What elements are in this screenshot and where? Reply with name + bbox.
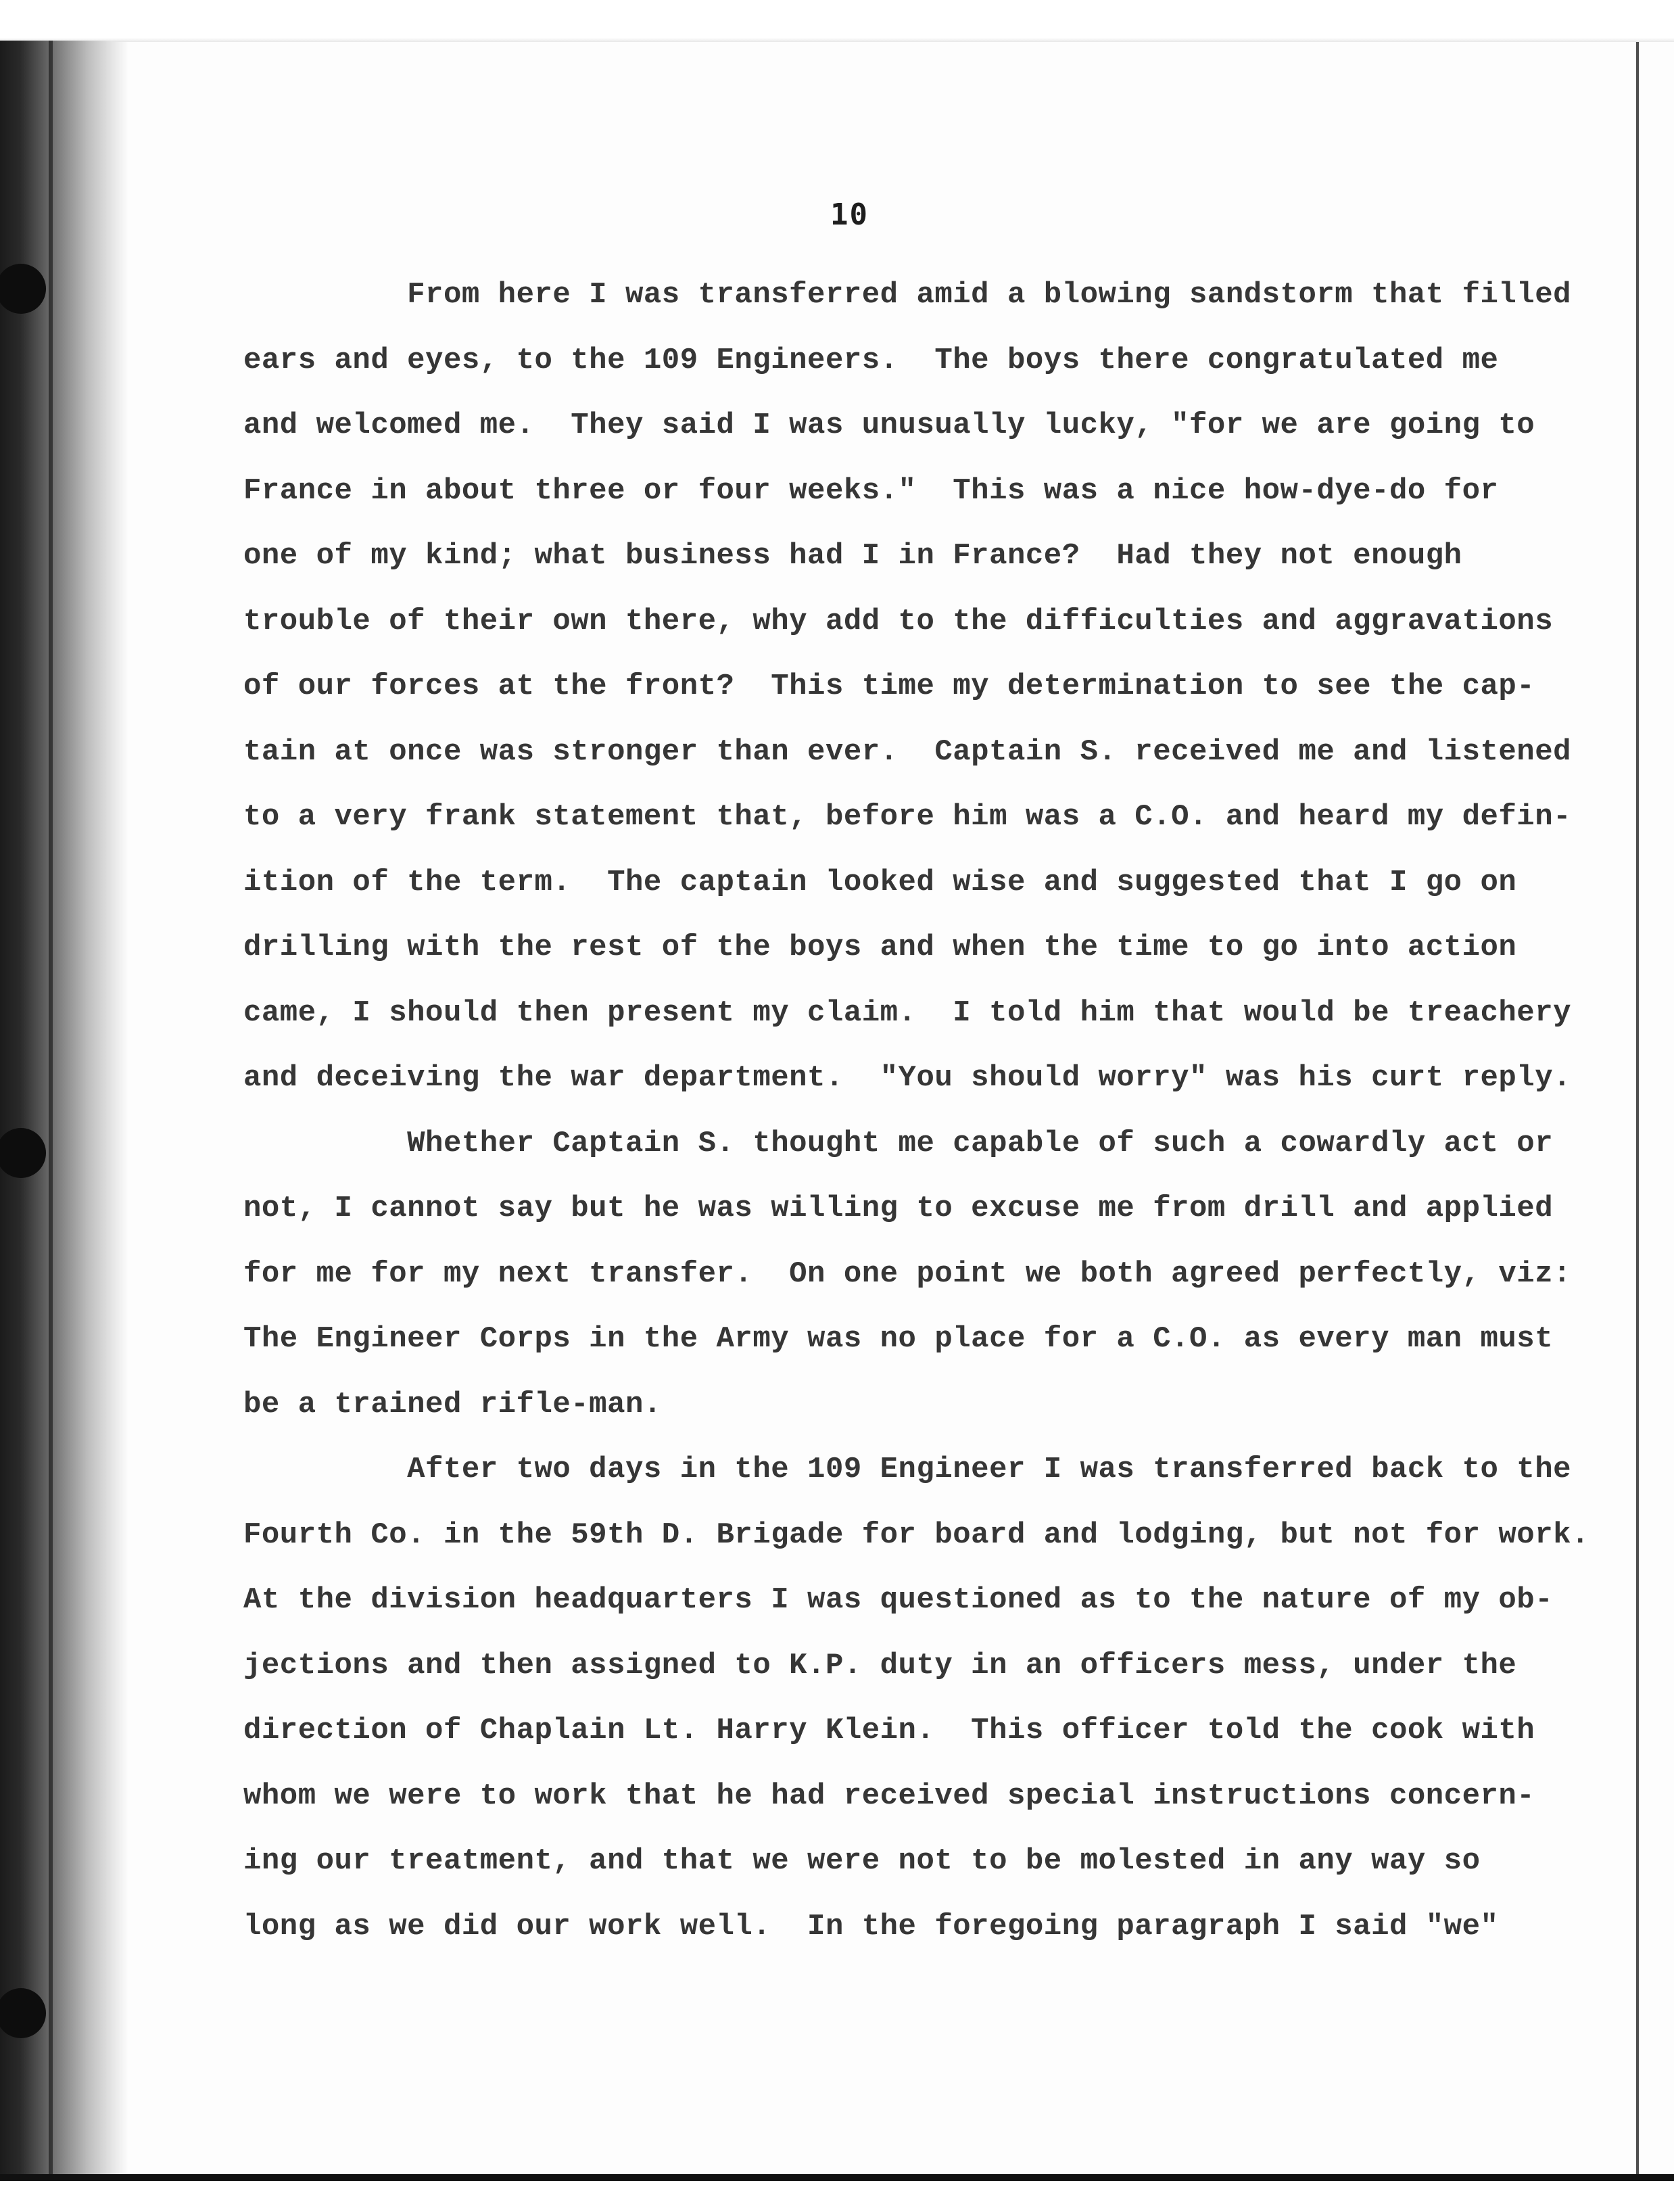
text-line: Whether Captain S. thought me capable of such a cowardly act or	[243, 1126, 1554, 1160]
text-line: tain at once was stronger than ever. Captain S. received me and listened	[243, 734, 1572, 769]
text-line: After two days in the 109 Engineer I was transferred back to the	[243, 1453, 1572, 1486]
text-line: Fourth Co. in the 59th D. Brigade for board and lodging, but not for work.	[243, 1517, 1589, 1552]
text-line: At the division headquarters I was questioned as to the nature of my ob-	[243, 1583, 1554, 1617]
text-line: ing our treatment, and that we were not to be molested in any way so	[243, 1844, 1481, 1878]
scan-bottom-edge	[0, 2174, 1674, 2181]
text-line: France in about three or four weeks." This was a nice how-dye-do for	[243, 473, 1499, 508]
binding-shadow	[0, 41, 128, 2178]
text-line: ears and eyes, to the 109 Engineers. The boys there congratulated me	[243, 343, 1499, 377]
text-line: direction of Chaplain Lt. Harry Klein. This officer told the cook with	[243, 1714, 1535, 1747]
text-line: trouble of their own there, why add to the difficulties and aggravations	[243, 604, 1554, 638]
text-line: came, I should then present my claim. I told him that would be treachery	[243, 995, 1572, 1030]
text-line: drilling with the rest of the boys and when the time to go into action	[243, 931, 1517, 964]
text-line: long as we did our work well. In the foregoing paragraph I said "we"	[243, 1909, 1499, 1944]
text-line: of our forces at the front? This time my determination to see the cap-	[243, 669, 1535, 703]
typed-text-body	[243, 262, 1589, 1959]
text-line: and welcomed me. They said I was unusually lucky, "for we are going to	[243, 408, 1535, 442]
page-number: 10	[830, 197, 869, 232]
scan-bottom-margin	[0, 2181, 1674, 2212]
text-line: and deceiving the war department. "You should worry" was his curt reply.	[243, 1061, 1572, 1095]
text-line: be a trained rifle-man.	[243, 1387, 662, 1421]
text-line: one of my kind; what business had I in France? Had they not enough	[243, 539, 1462, 573]
scan-top-edge	[0, 0, 1674, 42]
text-line: From here I was transferred amid a blowing sandstorm that filled	[243, 278, 1572, 312]
scan-right-edge	[1636, 42, 1639, 2179]
text-line: whom we were to work that he had received special instructions concern-	[243, 1779, 1535, 1813]
text-line: jections and then assigned to K.P. duty in an officers mess, under the	[243, 1648, 1517, 1682]
binding-line	[49, 41, 53, 2178]
text-line: ition of the term. The captain looked wise and suggested that I go on	[243, 865, 1517, 899]
text-line: to a very frank statement that, before him was a C.O. and heard my defin-	[243, 800, 1572, 834]
text-line: The Engineer Corps in the Army was no place for a C.O. as every man must	[243, 1322, 1554, 1356]
text-line: not, I cannot say but he was willing to excuse me from drill and applied	[243, 1192, 1554, 1225]
text-line: for me for my next transfer. On one point we both agreed perfectly, viz:	[243, 1256, 1572, 1291]
